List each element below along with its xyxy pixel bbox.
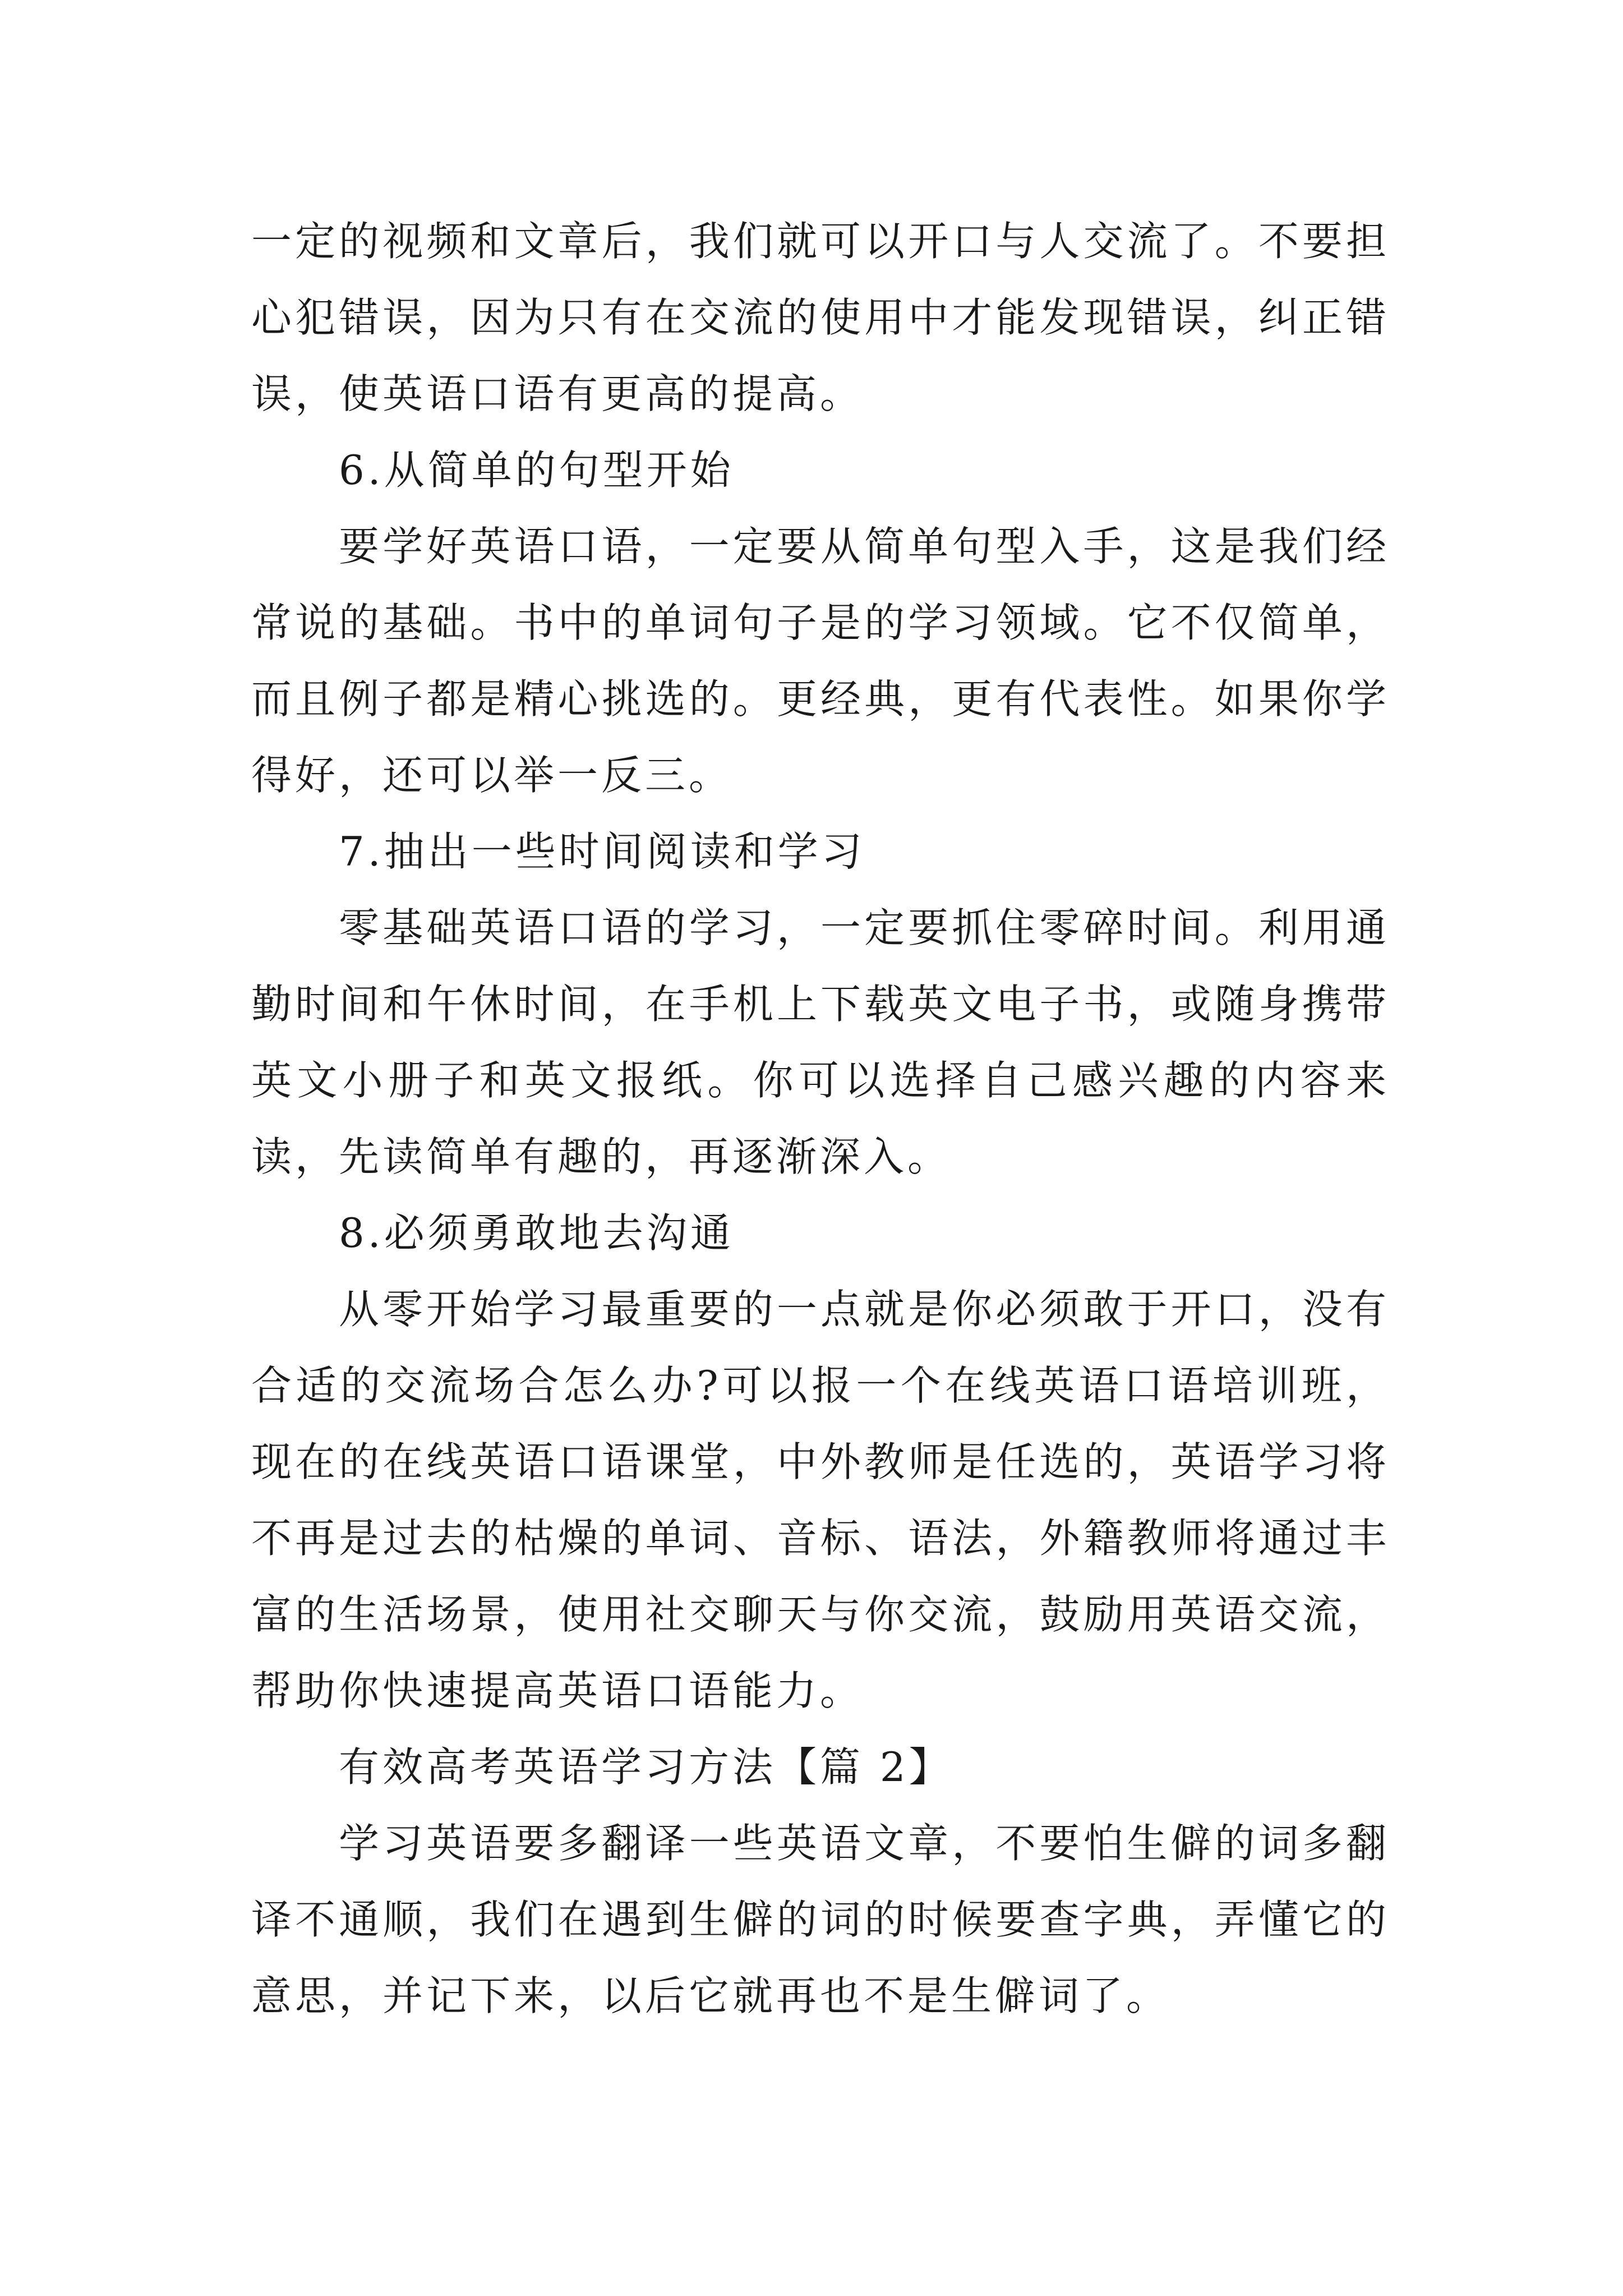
document-body	[251, 203, 1390, 2034]
paragraph-communication: 从零开始学习最重要的一点就是你必须敢于开口，没有合适的交流场合怎么办?可以报一个在线英语口语培训班，现在的在线英语口语课堂，中外教师是任选的，英语学习将不再是过去的枯燥的单词、音标、语法，外籍教师将通过丰富的生活场景，使用社交聊天与你交流，鼓励用英语交流，帮助你快速提高英语口语能力。	[251, 1286, 1390, 1714]
section-heading-8: 8.必须勇敢地去沟通	[339, 1209, 734, 1257]
article-heading-part-2: 有效高考英语学习方法【篇 2】	[339, 1743, 953, 1791]
paragraph-translation: 学习英语要多翻译一些英语文章，不要怕生僻的词多翻译不通顺，我们在遇到生僻的词的时候要查字典，弄懂它的意思，并记下来，以后它就再也不是生僻词了。	[251, 1820, 1390, 2019]
section-heading-7: 7.抽出一些时间阅读和学习	[339, 828, 865, 875]
paragraph-continuation: 一定的视频和文章后，我们就可以开口与人交流了。不要担心犯错误，因为只有在交流的使用中才能发现错误，纠正错误，使英语口语有更高的提高。	[251, 218, 1390, 417]
paragraph-reading-time: 零基础英语口语的学习，一定要抓住零碎时间。利用通勤时间和午休时间，在手机上下载英文电子书，或随身携带英文小册子和英文报纸。你可以选择自己感兴趣的内容来读，先读简单有趣的，再逐渐深入。	[251, 904, 1390, 1180]
section-heading-6: 6.从简单的句型开始	[339, 447, 734, 494]
paragraph-simple-sentences: 要学好英语口语，一定要从简单句型入手，这是我们经常说的基础。书中的单词句子是的学习领域。它不仅简单，而且例子都是精心挑选的。更经典，更有代表性。如果你学得好，还可以举一反三。	[251, 523, 1390, 799]
